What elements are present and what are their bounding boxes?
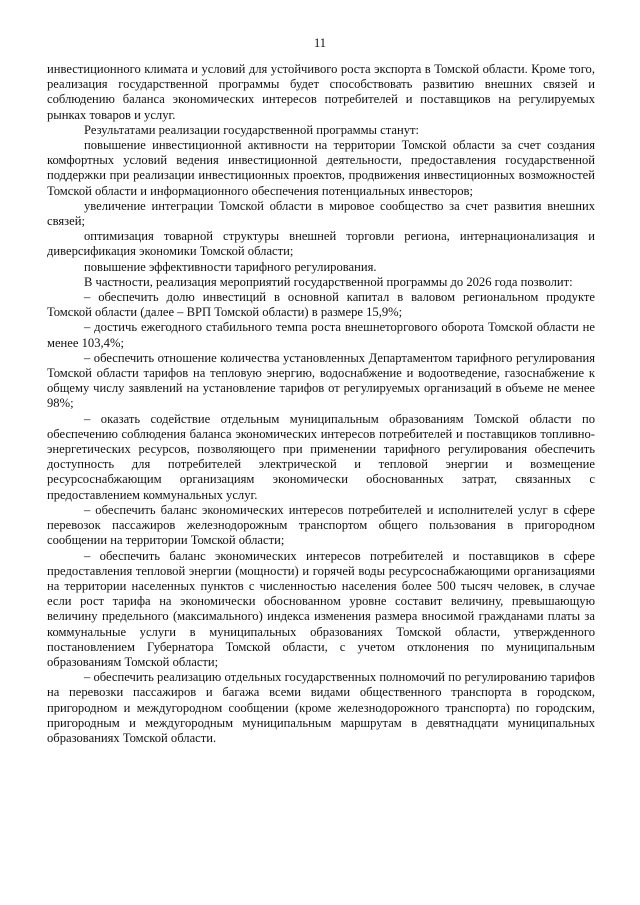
paragraph: увеличение интеграции Томской области в мировое сообщество за счет развития внешних связей;	[47, 198, 595, 229]
paragraph: – обеспечить долю инвестиций в основной капитал в валовом региональном продукте Томской области (далее – ВРП Томской области) в размере 15,9%;	[47, 290, 595, 320]
paragraph: В частности, реализация мероприятий государственной программы до 2026 года позволит:	[84, 274, 573, 289]
paragraph: Результатами реализации государственной программы станут:	[84, 122, 420, 137]
page-number: 11	[313, 36, 327, 50]
paragraph: повышение инвестиционной активности на территории Томской области за счет создания комфортных условий ведения инвестиционной деятельности, предоставления государственной поддержки при реализации инвестиционных проектов, продвижения инвестиционных возможностей Томской области и информационного обеспечения потенциальных инвесторов;	[47, 138, 595, 198]
paragraph: – обеспечить отношение количества установленных Департаментом тарифного регулирования Томской области тарифов на тепловую энергию, водоснабжение и водоотведение, газоснабжение к общему числу заявлений на установление тарифов от регулируемых организаций в объеме не менее 98%;	[47, 350, 595, 411]
paragraph: – достичь ежегодного стабильного темпа роста внешнеторгового оборота Томской области не менее 103,4%;	[47, 320, 595, 350]
paragraph: – обеспечить реализацию отдельных государственных полномочий по регулированию тарифов на перевозки пассажиров и багажа всеми видами общественного транспорта в городском, пригородном и междугородном сообщении (кроме железнодорожного транспорта) по городским, пригородным и междугородным муниципальным маршрутам в девятнадцати муниципальных образованиях Томской области.	[47, 670, 595, 745]
paragraph: – оказать содействие отдельным муниципальным образованиям Томской области по обеспечению соблюдения баланса экономических интересов потребителей и поставщиков топливно-энергетических ресурсов, позволяющего при применении тарифного регулирования обеспечить доступность для потребителей электрической и тепловой энергии и возмещение ресурсоснабжающим организациям экономически обоснованных затрат, связанных с предоставлением коммунальных услуг.	[47, 411, 595, 502]
paragraph: повышение эффективности тарифного регулирования.	[84, 259, 377, 274]
body-text	[47, 62, 595, 746]
paragraph: инвестиционного климата и условий для устойчивого роста экспорта в Томской области. Кроме того, реализация государственной программы будет способствовать развитию внешних связей и соблюдению баланса экономических интересов потребителей и поставщиков на регулируемых рынках товаров и услуг.	[47, 62, 595, 122]
paragraph: оптимизация товарной структуры внешней торговли региона, интернационализация и диверсификация экономики Томской области;	[47, 229, 595, 259]
paragraph: – обеспечить баланс экономических интересов потребителей и поставщиков в сфере предоставления тепловой энергии (мощности) и горячей воды ресурсоснабжающими организациями на территории населенных пунктов с численностью населения более 500 тысяч человек, в случае если рост тарифа на экономически обоснованном уровне составит величину, превышающую величину предельного (максимального) индекса изменения размера вносимой гражданами платы за коммунальные услуги в муниципальных образованиях Томской области, утвержденного постановлением Губернатора Томской области, с учетом отклонения по муниципальным образованиям Томской области;	[47, 548, 595, 669]
paragraph: – обеспечить баланс экономических интересов потребителей и исполнителей услуг в сфере перевозок пассажиров железнодорожным транспортом общего пользования в пригородном сообщении на территории Томской области;	[47, 502, 595, 548]
